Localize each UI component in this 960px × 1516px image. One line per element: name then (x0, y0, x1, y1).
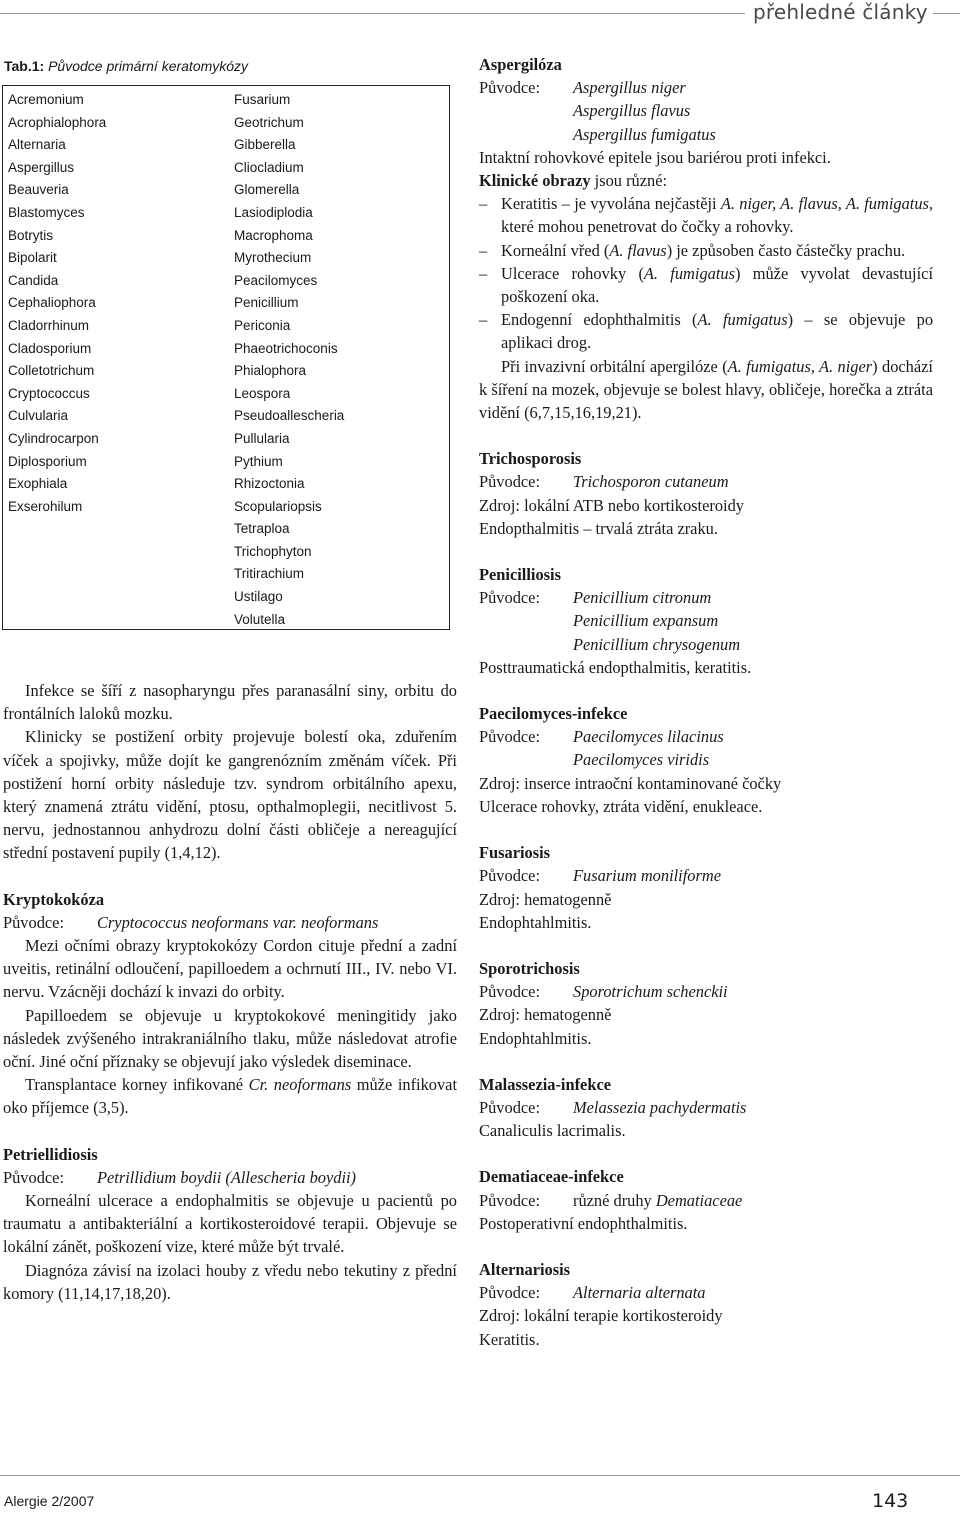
agent-label: Původce: (479, 1097, 541, 1117)
section-heading-trichosporosis: Trichosporosis (479, 449, 582, 469)
agent-label: Původce: (3, 1167, 65, 1187)
footer-rule (0, 1475, 960, 1476)
genus-cell: Gibberella (234, 137, 296, 153)
genus-cell: Scopulariopsis (234, 498, 322, 514)
list-item: – Korneální vřed (A. flavus) je způsoben často částečky prachu. (479, 240, 906, 260)
paragraph: Zdroj: hematogenně (479, 1005, 612, 1025)
genus-cell: Rhizoctonia (234, 476, 305, 492)
paragraph: Zdroj: hematogenně (479, 889, 612, 909)
genus-cell: Tritirachium (234, 566, 305, 582)
section-heading-kryptokokoza: Kryptokokóza (3, 889, 105, 909)
genus-cell: Diplosporium (8, 453, 87, 469)
paragraph: Papilloedem se objevuje u kryptokokové meningitidy jako následek zvýšeného intrakraniálního tlaku, může následovat atrofie oční. Jiné oční příznaky se objevují jako výsledek diseminace. (3, 1005, 457, 1072)
agent-name: Melassezia pachydermatis (573, 1097, 747, 1117)
genus-cell: Trichophyton (234, 543, 312, 559)
genus-column-right (234, 89, 344, 631)
genus-cell: Lasiodiplodia (234, 204, 313, 220)
agent-label: Původce: (479, 866, 541, 886)
table-caption (4, 58, 248, 74)
genus-cell: Penicillium (234, 295, 299, 311)
genus-cell: Macrophoma (234, 227, 313, 243)
paragraph: Canaliculis lacrimalis. (479, 1121, 626, 1141)
agent-label: Původce: (479, 727, 541, 747)
genus-cell: Tetraploa (234, 521, 290, 537)
genus-cell: Aspergillus (8, 159, 75, 175)
genus-cell: Volutella (234, 611, 286, 627)
page-number: 143 (872, 1490, 909, 1512)
genus-cell: Pullularia (234, 430, 290, 446)
paragraph: Při invazivní orbitální apergilóze (A. fumigatus, A. niger) dochází k šíření na mozek, objevuje se bolest hlavy, obličeje, horečka a ztráta vidění (6,7,15,16,19,21). (479, 356, 933, 423)
genus-cell: Culvularia (8, 408, 69, 424)
paragraph: Intaktní rohovkové epitele jsou bariérou proti infekci. (479, 147, 831, 167)
genus-cell: Cliocladium (234, 159, 304, 175)
paragraph: Transplantace korney infikované Cr. neoformans může infikovat oko příjemce (3,5). (3, 1075, 457, 1118)
paragraph: Keratitis. (479, 1329, 540, 1349)
paragraph: Diagnóza závisí na izolaci houby z vředu nebo tekutiny z přední komory (11,14,17,18,20). (3, 1260, 457, 1303)
genus-cell: Peacilomyces (234, 272, 318, 288)
genus-cell: Geotrichum (234, 114, 304, 130)
agent-name: Petrillidium boydii (Allescheria boydii) (97, 1167, 357, 1187)
agent-name: Fusarium moniliforme (573, 866, 721, 886)
section-heading-malassezia: Malassezia-infekce (479, 1074, 611, 1094)
genus-cell: Cephaliophora (8, 295, 96, 311)
genus-cell: Fusarium (234, 92, 291, 107)
genus-cell: Blastomyces (8, 204, 85, 220)
genus-cell: Acremonium (8, 92, 84, 107)
genus-cell: Cladorrhinum (8, 317, 90, 333)
paragraph: Ulcerace rohovky, ztráta vidění, enukleace. (479, 796, 763, 816)
agent-name: Dematiaceae (655, 1190, 743, 1210)
paragraph: Posttraumatická endopthalmitis, keratitis. (479, 657, 752, 677)
agent-name: Penicillium citronum (573, 588, 712, 608)
genus-cell: Pseudoallescheria (234, 408, 345, 424)
genus-table (2, 85, 450, 630)
agent-label: Původce: (479, 588, 541, 608)
agent-name: Sporotrichum schenckii (573, 982, 728, 1002)
genus-cell: Acrophialophora (8, 114, 107, 130)
section-title: přehledné články (753, 0, 928, 24)
agent-name: různé druhy (573, 1190, 656, 1210)
genus-cell: Candida (8, 272, 59, 288)
paragraph: Endophtahlmitis. (479, 1028, 592, 1048)
genus-cell: Cladosporium (8, 340, 92, 356)
list-item: – Endogenní edophthalmitis (A. fumigatus) – se objevuje po aplikaci drog. (479, 310, 934, 353)
section-heading-aspergiloza: Aspergilóza (479, 55, 562, 74)
genus-cell: Phaeotrichoconis (234, 340, 338, 356)
genus-cell: Myrothecium (234, 250, 312, 266)
paragraph: Mezi očními obrazy kryptokokózy Cordon cituje přední a zadní uveitis, retinální odloučení, papilloedem a ochrnutí III., IV. nebo VI. nervu. Vzácněji dochází k invazi do orbity. (3, 936, 457, 1002)
genus-cell: Exophiala (8, 476, 68, 492)
section-heading-sporotrichosis: Sporotrichosis (479, 958, 580, 978)
genus-cell: Bipolarit (8, 250, 57, 266)
left-column-text (3, 679, 457, 1305)
section-heading-dematiaceae: Dematiaceae-infekce (479, 1167, 624, 1187)
paragraph: Postoperativní endophthalmitis. (479, 1213, 688, 1233)
genus-cell: Botrytis (8, 227, 54, 243)
genus-cell: Beauveria (8, 182, 69, 198)
paragraph: Endopthalmitis – trvalá ztráta zraku. (479, 518, 718, 538)
agent-name: Aspergillus flavus (573, 101, 691, 121)
paragraph: Klinické obrazy jsou různé: (479, 171, 668, 191)
agent-label: Původce: (3, 912, 65, 932)
section-heading-fusariosis: Fusariosis (479, 843, 551, 863)
list-item: – Keratitis – je vyvolána nejčastěji A. niger, A. flavus, A. fumigatus, které mohou penetrovat do čočky a rohovky. (479, 194, 934, 237)
table-caption-label: Tab.1: (4, 58, 45, 74)
genus-cell: Colletotrichum (8, 363, 95, 379)
agent-name: Cryptococcus neoformans var. neoformans (97, 912, 379, 932)
genus-column-left (8, 89, 106, 518)
agent-label: Původce: (479, 78, 541, 98)
agent-label: Původce: (479, 1190, 541, 1210)
agent-name: Penicillium chrysogenum (573, 634, 741, 654)
agent-name: Alternaria alternata (573, 1283, 706, 1303)
paragraph: Zdroj: lokální terapie kortikosteroidy (479, 1306, 723, 1326)
section-heading-petriellidiosis: Petriellidiosis (3, 1144, 98, 1164)
list-item: – Ulcerace rohovky (A. fumigatus) může vyvolat devastující poškození oka. (479, 263, 933, 307)
table-caption-text: Původce primární keratomykózy (48, 58, 249, 74)
genus-cell: Phialophora (234, 363, 307, 379)
paragraph: Endophtahlmitis. (479, 912, 592, 932)
genus-cell: Exserohilum (8, 498, 83, 514)
genus-cell: Glomerella (234, 182, 300, 198)
genus-cell: Alternaria (8, 137, 66, 153)
genus-cell: Cylindrocarpon (8, 430, 99, 446)
genus-cell: Pythium (234, 453, 283, 469)
section-heading-penicilliosis: Penicilliosis (479, 565, 561, 585)
paragraph: Zdroj: inserce intraoční kontaminované čočky (479, 773, 782, 793)
agent-label: Původce: (479, 1283, 541, 1303)
agent-name: Penicillium expansum (573, 611, 719, 631)
section-heading-paecilomyces: Paecilomyces-infekce (479, 704, 628, 724)
agent-name: Paecilomyces lilacinus (573, 727, 724, 747)
paragraph: Infekce se šíří z nasopharyngu přes paranasální siny, orbitu do frontálních laloků mozku. (3, 681, 457, 724)
agent-name: Aspergillus niger (573, 78, 686, 98)
agent-name: Paecilomyces viridis (573, 750, 710, 770)
paragraph: Zdroj: lokální ATB nebo kortikosteroidy (479, 495, 744, 515)
journal-name: Alergie 2/2007 (4, 1493, 95, 1509)
genus-cell: Periconia (234, 317, 291, 333)
genus-cell: Leospora (234, 385, 291, 401)
paragraph: Klinicky se postižení orbity projevuje bolestí oka, zduřením víček a spojivky, může dojít ke gangrenózním změnám víček. Při postižení horní orbity následuje tzv. syndrom orbitálního apexu, který znamená ztrátu vidění, ptosu, opthalmoplegii, necitlivost 5. nervu, jednostannou anhydrozu dolní části obličeje a nereagující střední postavení pupily (1,4,12). (3, 727, 457, 863)
agent-label: Původce: (479, 982, 541, 1002)
right-column-text (479, 53, 933, 1351)
paragraph: Korneální ulcerace a endophalmitis se objevuje u pacientů po traumatu a antibakteriální a kortikosteroidové terapii. Objevuje se lokální zánět, poškození vize, které může být trvalé. (3, 1191, 457, 1257)
section-heading-alternariosis: Alternariosis (479, 1259, 571, 1279)
genus-cell: Cryptococcus (8, 385, 90, 401)
agent-label: Původce: (479, 472, 541, 492)
genus-cell: Ustilago (234, 589, 283, 605)
agent-name: Trichosporon cutaneum (573, 472, 729, 492)
agent-name: Aspergillus fumigatus (573, 124, 716, 144)
